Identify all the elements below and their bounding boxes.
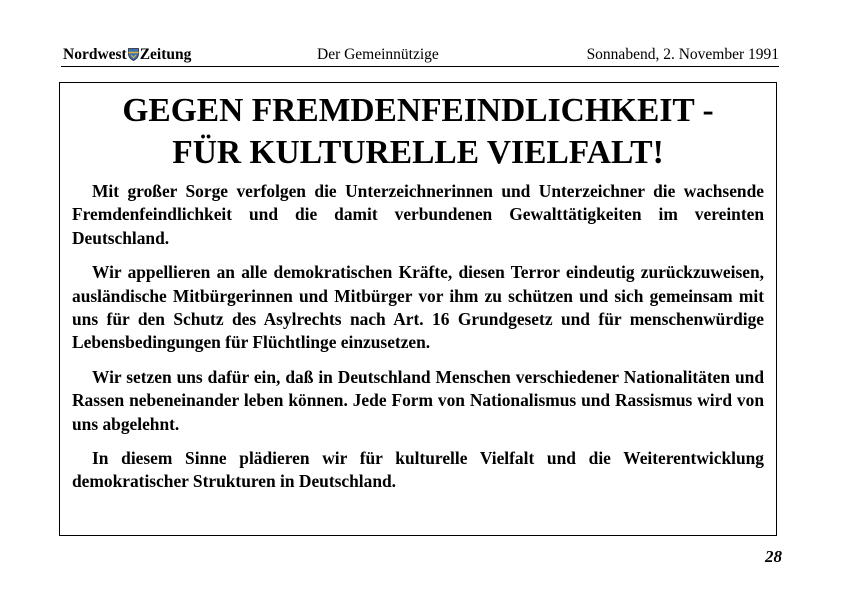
article-paragraph: In diesem Sinne plädieren wir für kulturelle Vielfalt und die Weiterentwicklung demokratischer Strukturen in Deutschland.	[72, 448, 764, 492]
section-title: Der Gemeinnützige	[317, 46, 439, 63]
article-paragraph: Wir setzen uns dafür ein, daß in Deutschland Menschen verschiedener Nationalitäten und Rassen nebeneinander leben können. Jede Form von Nationalismus und Rassismus wird von uns abgelehnt.	[72, 366, 764, 434]
masthead	[61, 44, 779, 65]
coat-of-arms-icon	[128, 46, 139, 67]
newspaper-name	[63, 44, 191, 67]
headline-line-2: FÜR KULTURELLE VIELFALT!	[172, 134, 664, 171]
article-paragraph: Mit großer Sorge verfolgen die Unterzeichnerinnen und Unterzeichner die wachsende Fremdenfeindlichkeit und die damit verbundenen Gewalttätigkeiten im vereinten Deutschland.	[72, 181, 764, 248]
masthead-rule	[61, 66, 779, 67]
article-paragraph: Wir appellieren an alle demokratischen Kräfte, diesen Terror eindeutig zurückzuweisen, ausländische Mitbürgerinnen und Mitbürger vor ihm zu schützen und sich gemeinsam mit uns für den Schutz des Asylrechts nach Art. 16 Grundgesetz und für menschenwürdige Lebensbedingungen für Flüchtlinge einzusetzen.	[72, 262, 764, 353]
issue-date: Sonnabend, 2. November 1991	[586, 46, 779, 63]
headline-line-1: GEGEN FREMDENFEINDLICHKEIT -	[122, 92, 714, 129]
page-number: 28	[765, 547, 782, 566]
article-headline	[60, 90, 776, 174]
newspaper-name-part-2: Zeitung	[139, 46, 192, 63]
newspaper-name-part-1: Nordwest	[63, 46, 127, 63]
article-body	[72, 180, 764, 505]
